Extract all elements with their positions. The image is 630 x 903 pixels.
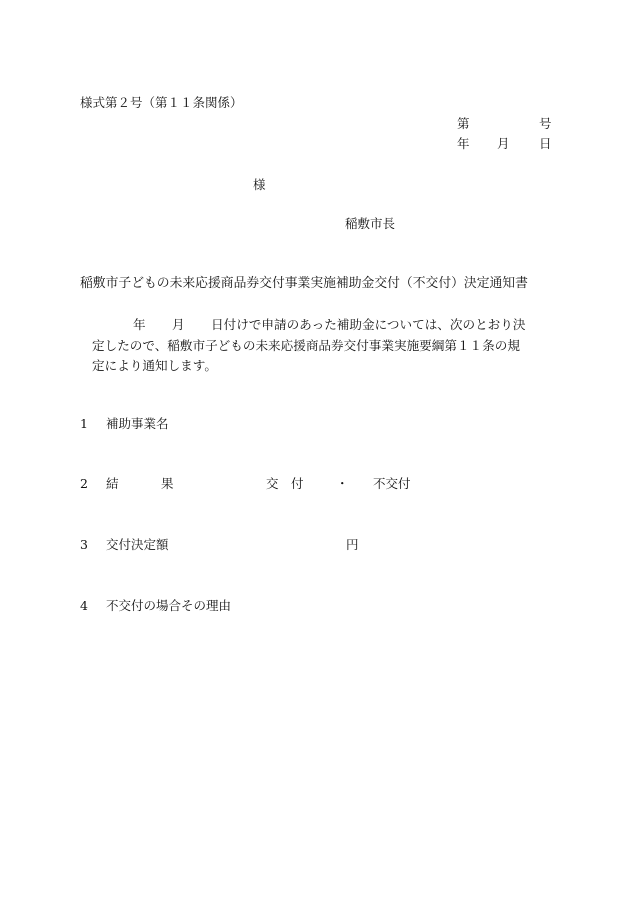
form-label: 様式第２号（第１１条関係）: [80, 95, 243, 110]
issue-number-suffix: 号: [539, 116, 552, 131]
option-grant-part2: 付: [291, 476, 304, 491]
body-line-2: 定したので、稲敷市子どもの未来応援商品券交付事業実施要綱第１１条の規: [92, 338, 520, 353]
item-label: 不交付の場合その理由: [106, 598, 232, 613]
body-line-3: 定により通知します。: [92, 358, 217, 373]
item-number: 1: [80, 416, 88, 431]
document-title: 稲敷市子どもの未来応援商品券交付事業実施補助金交付（不交付）決定通知書: [80, 276, 528, 291]
item-label: 交付決定額: [106, 537, 169, 552]
issue-date-day: 日: [539, 136, 552, 151]
issue-number-prefix: 第: [457, 116, 470, 131]
issue-date-month: 月: [497, 136, 510, 151]
body-line-1-text: 日付けで申請のあった補助金については、次のとおり決: [211, 317, 526, 332]
issue-date-year: 年: [457, 136, 470, 151]
body-month: 月: [172, 317, 185, 332]
option-separator: ・: [336, 476, 349, 491]
addressee: 様: [253, 177, 266, 192]
item-number: 2: [80, 476, 88, 491]
item-label: 補助事業名: [106, 416, 169, 431]
item-label-part2: 果: [161, 476, 174, 491]
issuer: 稲敷市長: [345, 216, 396, 231]
issue-date: [457, 136, 552, 151]
option-nongrant: 不交付: [373, 476, 411, 491]
body-year: 年: [133, 317, 146, 332]
option-grant-part1: 交: [266, 476, 279, 491]
item-label-part1: 結: [106, 476, 119, 491]
item-number: 4: [80, 598, 88, 613]
amount-unit: 円: [346, 537, 359, 552]
issue-number: [457, 116, 552, 131]
item-number: 3: [80, 537, 88, 552]
